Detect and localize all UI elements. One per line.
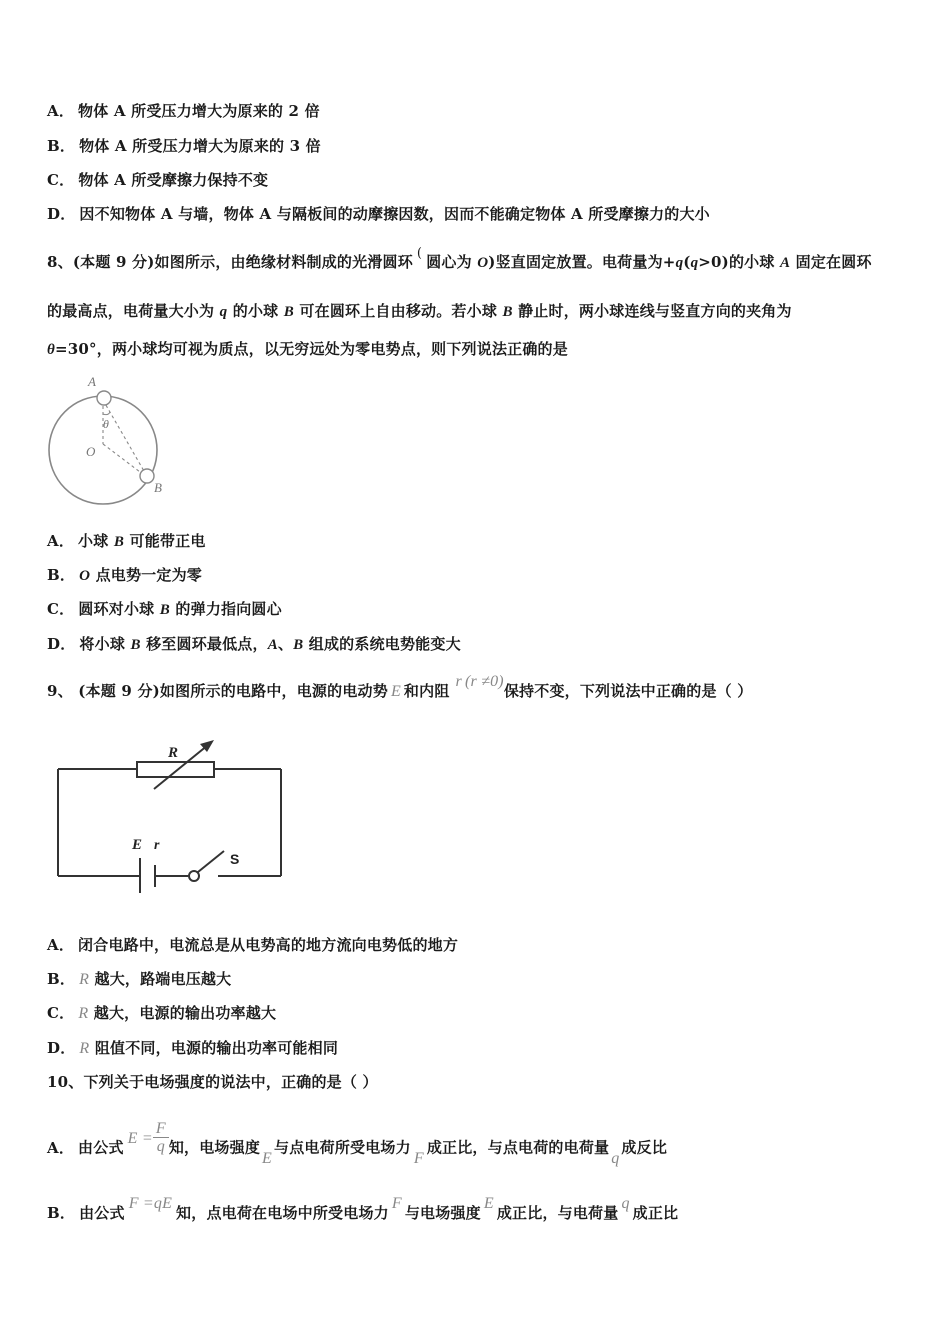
var-r: R <box>78 1005 89 1022</box>
text: 成反比 <box>621 1138 668 1157</box>
text: 与点电荷所受电场力 <box>274 1138 411 1157</box>
text: 的弹力指向圆心 <box>170 600 282 618</box>
text: 圆环对小球 <box>78 600 160 618</box>
label-r-internal: r <box>154 838 160 853</box>
text: 与电场强度 <box>404 1204 481 1222</box>
text: 由公式 <box>79 1204 125 1222</box>
text: 10、下列关于电场强度的说法中，正确的是（ ） <box>47 1073 378 1091</box>
var-q: q <box>219 304 228 320</box>
text: =30°，两小球均可视为质点，以无穷远处为零电势点，则下列说法正确的是 <box>55 340 568 358</box>
option-key: C． <box>47 600 75 618</box>
var-q: q <box>621 1195 630 1212</box>
var: B <box>159 602 170 618</box>
q10-option-b <box>47 1195 679 1224</box>
q7-option-a <box>47 101 320 121</box>
var-b: B <box>283 304 294 320</box>
option-key: B． <box>47 1204 76 1222</box>
text: ( <box>683 253 691 271</box>
circuit-diagram <box>40 725 300 905</box>
var-o: O <box>477 255 489 271</box>
option-text: 闭合电路中，电流总是从电势高的地方流向电势低的地方 <box>78 936 459 954</box>
option-key: C． <box>47 1004 75 1022</box>
q7-option-b <box>47 136 321 156</box>
text: )竖直固定放置。电荷量为+ <box>488 253 676 271</box>
q8-option-d <box>47 634 461 655</box>
var: B <box>293 637 304 653</box>
text: 的最高点，电荷量大小为 <box>47 302 220 320</box>
q7-option-d <box>47 204 710 224</box>
var-theta: θ <box>47 342 55 358</box>
label-a: A <box>88 374 96 389</box>
text: 由公式 <box>78 1138 124 1157</box>
var-q: q <box>611 1149 620 1167</box>
var: O <box>79 568 91 584</box>
formula-lhs: E = <box>127 1129 153 1147</box>
text: 成正比 <box>632 1204 679 1222</box>
text: 9、 (本题 9 分)如图所示的电路中，电源的电动势 <box>47 682 388 700</box>
q8-stem-line1 <box>47 246 872 274</box>
var: B <box>130 637 141 653</box>
label-r-resistor: R <box>168 745 179 761</box>
q8-option-a <box>47 531 206 552</box>
text: 保持不变，下列说法中正确的是（ ） <box>503 682 753 700</box>
var-r: R <box>79 971 90 988</box>
option-key: A． <box>47 102 75 120</box>
q8-option-c <box>47 599 282 620</box>
text: 小球 <box>78 532 114 550</box>
text: >0)的小球 <box>698 253 781 271</box>
q8-stem-line2 <box>47 301 792 322</box>
option-key: A． <box>47 936 75 954</box>
text: 固定在圆环 <box>790 253 872 271</box>
option-key: B． <box>47 566 76 584</box>
var-a: A <box>780 255 791 271</box>
var-b: B <box>502 304 513 320</box>
text: 移至圆环最低点， <box>140 635 268 653</box>
var-f: F <box>413 1149 424 1167</box>
var: A <box>267 637 278 653</box>
var-r: R <box>79 1040 90 1057</box>
label-s: S <box>230 851 240 867</box>
q9-option-a <box>47 935 458 955</box>
denominator: q <box>156 1138 165 1155</box>
label-b: B <box>154 480 162 495</box>
option-text: 物体 A 所受压力增大为原来的 3 倍 <box>79 137 321 155</box>
text: 可在圆环上自由移动。若小球 <box>294 302 503 320</box>
text: 将小球 <box>79 635 131 653</box>
option-key: A． <box>47 532 75 550</box>
option-key: A． <box>47 1138 75 1157</box>
formula-fraction <box>153 1121 169 1156</box>
label-e: E <box>132 837 143 853</box>
option-text: 越大，电源的输出功率越大 <box>88 1004 277 1022</box>
var-e: E <box>262 1149 273 1167</box>
option-text: 物体 A 所受压力增大为原来的 2 倍 <box>78 102 320 120</box>
var-q: q <box>690 255 699 271</box>
var: B <box>113 534 125 550</box>
option-key: B． <box>47 137 76 155</box>
ring-diagram <box>40 370 180 510</box>
q8-stem-line3 <box>47 339 568 360</box>
text: 成正比，与点电荷的电荷量 <box>426 1138 610 1157</box>
q9-stem <box>47 673 753 702</box>
text: 静止时，两小球连线与竖直方向的夹角为 <box>512 302 792 320</box>
var-r: r <box>455 673 462 690</box>
text: 圆心为 <box>426 253 478 271</box>
q10-option-a <box>47 1120 668 1167</box>
text: 成正比，与电荷量 <box>496 1204 619 1222</box>
option-key: D． <box>47 205 76 223</box>
text: 的小球 <box>227 302 284 320</box>
option-text: 物体 A 所受摩擦力保持不变 <box>78 171 269 189</box>
q8-option-b <box>47 565 202 586</box>
text: 知，电场强度 <box>168 1138 261 1157</box>
text: 和内阻 <box>403 682 450 700</box>
q9-option-b <box>47 969 231 990</box>
option-text: 阻值不同，电源的输出功率可能相同 <box>89 1039 339 1057</box>
text: 、 <box>277 635 294 653</box>
text: 可能带正电 <box>124 532 206 550</box>
q10-stem <box>47 1072 378 1092</box>
label-theta: θ <box>103 417 109 431</box>
formula: F =qE <box>128 1195 173 1212</box>
text: 8、(本题 9 分)如图所示，由绝缘材料制成的光滑圆环 <box>47 253 413 271</box>
q9-option-d <box>47 1038 338 1059</box>
text: 组成的系统电势能变大 <box>303 635 461 653</box>
var-f: F <box>391 1195 402 1212</box>
option-key: B． <box>47 970 76 988</box>
text: 知，点电荷在电场中所受电场力 <box>176 1204 389 1222</box>
numerator: F <box>155 1120 166 1137</box>
q7-option-c <box>47 170 268 190</box>
option-text: 越大，路端电压越大 <box>89 970 232 988</box>
option-key: D． <box>47 1039 76 1057</box>
paren: ( <box>416 246 423 261</box>
label-o: O <box>86 444 96 459</box>
condition: (r ≠0) <box>464 673 504 690</box>
q9-option-c <box>47 1003 276 1024</box>
var-e: E <box>483 1195 494 1212</box>
text: 点电势一定为零 <box>90 566 202 584</box>
var-q: q <box>675 255 684 271</box>
option-key: C． <box>47 171 75 189</box>
option-text: 因不知物体 A 与墙，物体 A 与隔板间的动摩擦因数，因而不能确定物体 A 所受摩擦力的大小 <box>79 205 710 223</box>
var-e: E <box>390 683 401 700</box>
option-key: D． <box>47 635 76 653</box>
